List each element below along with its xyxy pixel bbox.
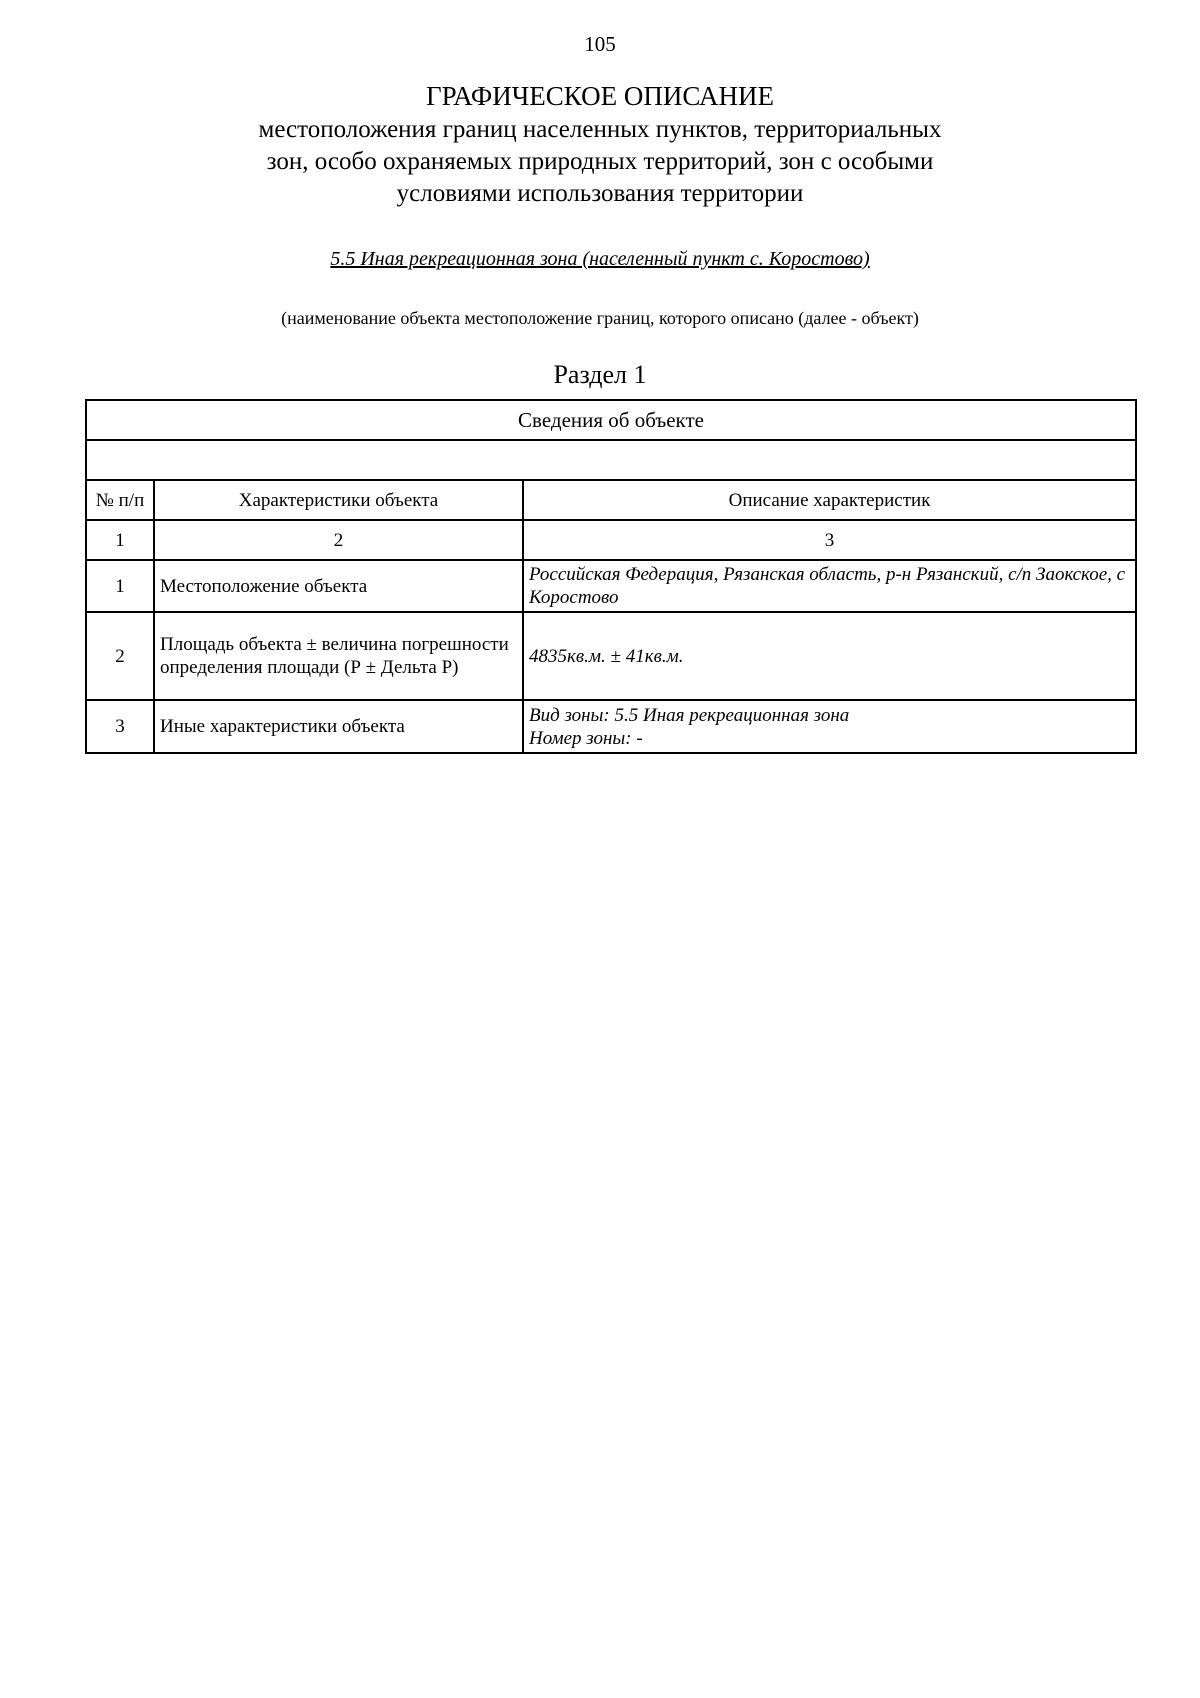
description-line: Российская Федерация, Рязанская область, р-н Рязанский, с/п Заокское, с Коростово bbox=[529, 564, 1126, 608]
table-row bbox=[86, 612, 1136, 700]
row-number: 1 bbox=[86, 560, 154, 612]
description-line: Вид зоны: 5.5 Иная рекреационная зона bbox=[529, 704, 850, 726]
column-number: 1 bbox=[86, 520, 154, 560]
column-header-description: Описание характеристик bbox=[523, 480, 1136, 520]
row-number: 2 bbox=[86, 612, 154, 700]
object-name bbox=[0, 248, 1200, 271]
table-heading-row bbox=[86, 400, 1136, 440]
table-column-numbers-row bbox=[86, 520, 1136, 560]
row-description bbox=[523, 700, 1136, 753]
row-characteristic: Площадь объекта ± величина погрешности определения площади (Р ± Дельта Р) bbox=[154, 612, 523, 700]
row-description bbox=[523, 612, 1136, 700]
column-header-characteristic: Характеристики объекта bbox=[154, 480, 523, 520]
document-title: ГРАФИЧЕСКОЕ ОПИСАНИЕ bbox=[425, 81, 775, 111]
column-number: 2 bbox=[154, 520, 523, 560]
object-caption: (наименование объекта местоположение границ, которого описано (далее - объект) bbox=[281, 308, 919, 328]
document-subtitle bbox=[0, 114, 1200, 210]
row-number: 3 bbox=[86, 700, 154, 753]
table-header-row bbox=[86, 480, 1136, 520]
description-line: 4835кв.м. ± 41кв.м. bbox=[529, 645, 684, 667]
subtitle-line: зон, особо охраняемых природных территорий, зон с особыми bbox=[266, 148, 934, 175]
column-number: 3 bbox=[523, 520, 1136, 560]
table-row bbox=[86, 560, 1136, 612]
section-title: Раздел 1 bbox=[553, 360, 647, 389]
object-info-table bbox=[85, 399, 1137, 754]
description-line: Номер зоны: - bbox=[529, 727, 643, 749]
page-number: 105 bbox=[584, 32, 616, 56]
object-name-text: 5.5 Иная рекреационная зона (населенный пункт с. Коростово) bbox=[330, 248, 870, 270]
subtitle-line: условиями использования территории bbox=[396, 180, 804, 207]
table-row bbox=[86, 700, 1136, 753]
table-heading: Сведения об объекте bbox=[86, 400, 1136, 440]
table-empty-row bbox=[86, 440, 1136, 480]
column-header-number: № п/п bbox=[86, 480, 154, 520]
row-description bbox=[523, 560, 1136, 612]
row-characteristic: Иные характеристики объекта bbox=[154, 700, 523, 753]
empty-cell bbox=[86, 440, 1136, 480]
row-characteristic: Местоположение объекта bbox=[154, 560, 523, 612]
subtitle-line: местоположения границ населенных пунктов, территориальных bbox=[258, 116, 942, 143]
